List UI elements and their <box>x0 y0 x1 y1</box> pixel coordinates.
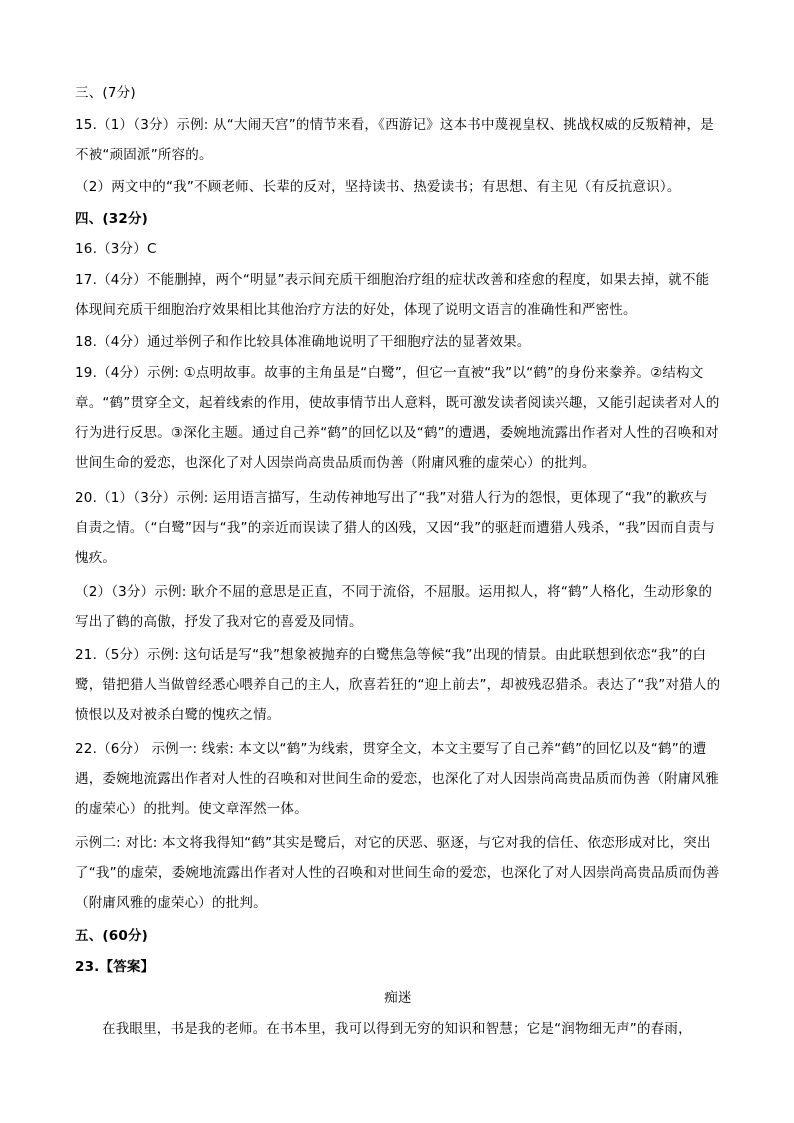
section-heading-3: 三、(7分) <box>75 85 136 101</box>
answer-22-example-2: 示例二: 对比: 本文将我得知“鹤”其实是鹭后，对它的厌恶、驱逐，与它对我的信任、依恋形成对比，突出了“我”的虚荣，委婉地流露出作者对人性的召唤和对世间生命的爱恋，也深化了对人因崇尚高贵品质而伪善（附庸风雅的虚荣心）的批判。 <box>75 835 720 911</box>
essay-paragraph: 在我眼里，书是我的老师。在书本里，我可以得到无穷的知识和智慧；它是“润物细无声”的春雨， <box>102 1021 692 1037</box>
answer-15-part-2: （2）两文中的“我”不顾老师、长辈的反对，坚持读书、热爱读书；有思想、有主见（有反抗意识）。 <box>75 179 681 195</box>
section-heading-4: 四、(32分) <box>75 211 149 227</box>
answer-16: 16.（3分）C <box>75 241 157 257</box>
section-heading-5: 五、(60分) <box>75 928 149 944</box>
answer-21: 21.（5分）示例: 这句话是写“我”想象被抛弃的白鹭焦急等候“我”出现的情景。由此联想到依恋“我”的白鹭，错把猎人当做曾经悉心喂养自己的主人，欣喜若狂的“迎上前去”，却被残忍猎杀。表达了“我”对猎人的愤恨以及对被杀白鹭的愧疚之情。 <box>75 647 721 723</box>
answer-18: 18.（4分）通过举例子和作比较具体准确地说明了干细胞疗法的显著效果。 <box>75 334 531 350</box>
answer-23-heading: 23.【答案】 <box>75 959 155 975</box>
answer-19: 19.（4分）示例: ①点明故事。故事的主角虽是“白鹭”，但它一直被“我”以“鹤”的身份来豢养。②结构文章。“鹤”贯穿全文，起着线索的作用，使故事情节出人意料，既可激发读者阅读兴趣，又能引起读者对人的行为进行反思。③深化主题。通过自己养“鹤”的回忆以及“鹤”的遭遇，委婉地流露出作者对人性的召唤和对世间生命的爱恋，也深化了对人因崇尚高贵品质而伪善（附庸风雅的虚荣心）的批判。 <box>75 365 720 471</box>
answer-17: 17.（4分）不能删掉，两个“明显”表示间充质干细胞治疗组的症状改善和痊愈的程度，如果去掉，就不能体现间充质干细胞治疗效果相比其他治疗方法的好处，体现了说明文语言的准确性和严密性。 <box>75 272 710 318</box>
answer-22-example-1: 22.（6分） 示例一: 线索: 本文以“鹤”为线索，贯穿全文，本文主要写了自己养“鹤”的回忆以及“鹤”的遭遇，委婉地流露出作者对人性的召唤和对世间生命的爱恋，也深化了对人因崇尚高贵品质而伪善（附庸风雅的虚荣心）的批判。使文章浑然一体。 <box>75 741 719 817</box>
essay-title: 痴迷 <box>384 990 412 1006</box>
answer-20-part-2: （2）（3分）示例: 耿介不屈的意思是正直，不同于流俗，不屈服。运用拟人，将“鹤”人格化，生动形象的写出了鹤的高傲，抒发了我对它的喜爱及同情。 <box>75 584 713 630</box>
answer-20-part-1: 20.（1）（3分）示例: 运用语言描写，生动传神地写出了“我”对猎人行为的怨恨，更体现了“我”的歉疚与自责之情。（“白鹭”因与“我”的亲近而误读了猎人的凶残，又因“我”的驱赶而遭猎人残杀，“我”因而自责与愧疚。 <box>75 490 715 566</box>
answer-15-part-1: 15.（1）（3分）示例: 从“大闹天宫”的情节来看，《西游记》这本书中蔑视皇权、挑战权威的反叛精神，是不被“顽固派”所容的。 <box>75 117 714 163</box>
